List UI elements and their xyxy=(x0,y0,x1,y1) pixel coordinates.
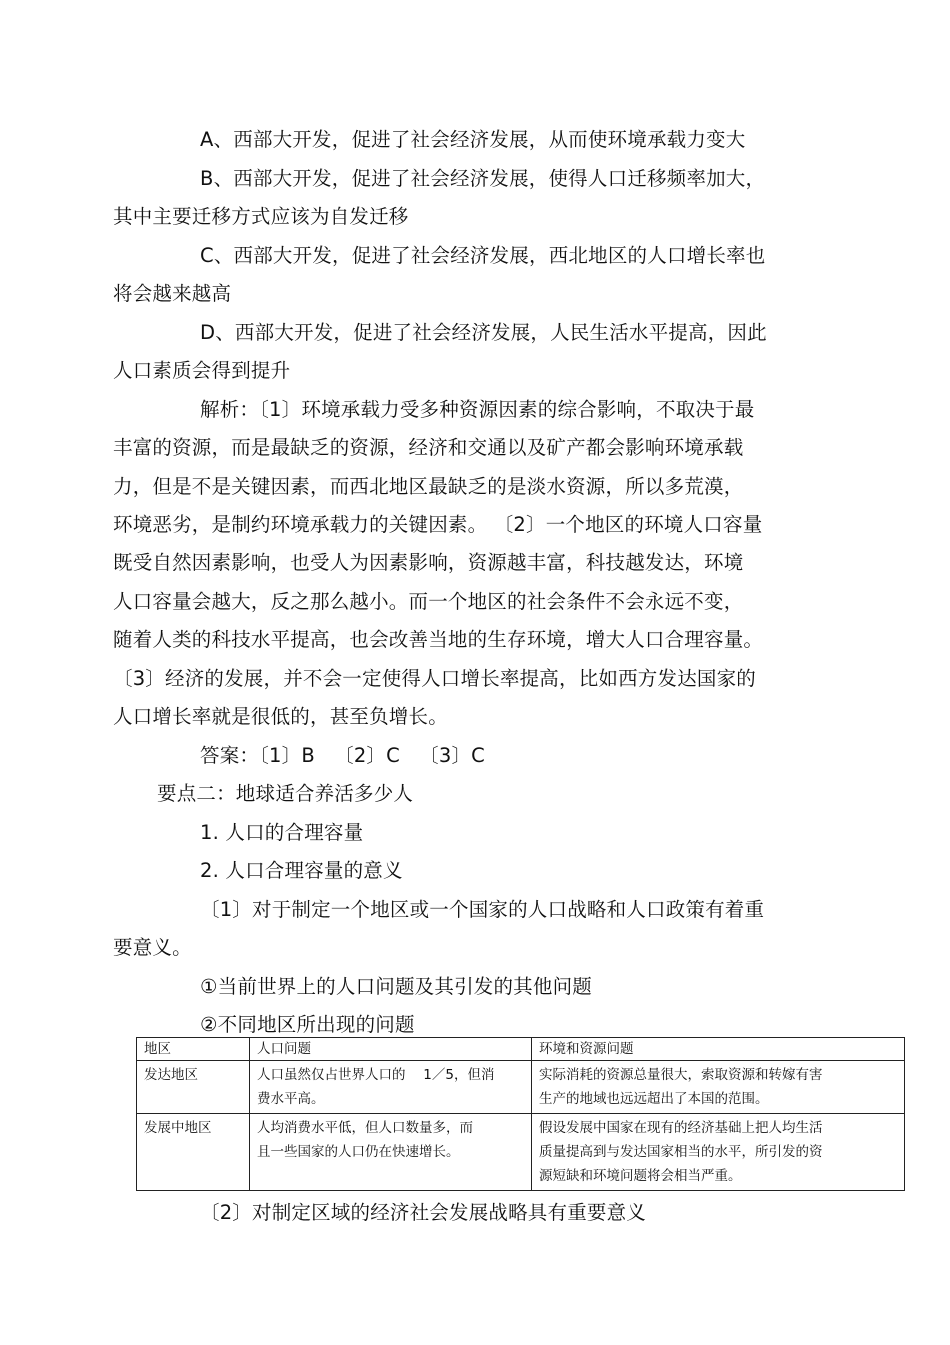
region-cell: 发达地区 xyxy=(137,1061,250,1114)
header-cell-region: 地区 xyxy=(137,1038,250,1061)
paragraph-1-line2: 要意义。 xyxy=(113,936,192,959)
problems-table xyxy=(136,1037,905,1191)
population-cell xyxy=(250,1061,532,1114)
paragraph-1-line1: 〔1〕对于制定一个地区或一个国家的人口战略和人口政策有着重 xyxy=(200,898,765,921)
analysis-line: 随着人类的科技水平提高，也会改善当地的生存环境，增大人口合理容量。 xyxy=(113,628,764,651)
header-cell-environment: 环境和资源问题 xyxy=(532,1038,905,1061)
environment-cell xyxy=(532,1061,905,1114)
environment-cell xyxy=(532,1114,905,1191)
option-d-line2: 人口素质会得到提升 xyxy=(113,359,291,382)
population-cell xyxy=(250,1114,532,1191)
analysis-line: 人口容量会越大，反之那么越小。而一个地区的社会条件不会永远不变， xyxy=(113,590,744,613)
region-cell: 发展中地区 xyxy=(137,1114,250,1191)
cell-line: 源短缺和环境问题将会相当严重。 xyxy=(539,1168,742,1184)
table-row xyxy=(137,1114,905,1191)
table-row xyxy=(137,1061,905,1114)
cell-line: 人均消费水平低，但人口数量多，而 xyxy=(257,1120,473,1136)
header-cell-population: 人口问题 xyxy=(250,1038,532,1061)
cell-line: 费水平高。 xyxy=(257,1091,325,1107)
paragraph-2: 〔2〕对制定区域的经济社会发展战略具有重要意义 xyxy=(200,1201,647,1224)
analysis-line: 力，但是不是关键因素，而西北地区最缺乏的是淡水资源，所以多荒漠， xyxy=(113,475,744,498)
option-c-line1: C、西部大开发，促进了社会经济发展，西北地区的人口增长率也 xyxy=(200,244,766,267)
list-item-2: 2. 人口合理容量的意义 xyxy=(200,859,403,882)
answer-line: 答案：〔1〕B 〔2〕C 〔3〕C xyxy=(200,744,485,767)
cell-line: 假设发展中国家在现有的经济基础上把人均生活 xyxy=(539,1120,823,1136)
option-d-line1: D、西部大开发，促进了社会经济发展，人民生活水平提高，因此 xyxy=(200,321,767,344)
analysis-line: 丰富的资源，而是最缺乏的资源，经济和交通以及矿产都会影响环境承载 xyxy=(113,436,744,459)
circled-item-2: ②不同地区所出现的问题 xyxy=(200,1013,415,1036)
analysis-line: 人口增长率就是很低的，甚至负增长。 xyxy=(113,705,448,728)
option-b-line1: B、西部大开发，促进了社会经济发展，使得人口迁移频率加大， xyxy=(200,167,766,190)
table-header-row xyxy=(137,1038,905,1061)
analysis-line: 环境恶劣，是制约环境承载力的关键因素。 〔2〕一个地区的环境人口容量 xyxy=(113,513,763,536)
option-b-line2: 其中主要迁移方式应该为自发迁移 xyxy=(113,205,409,228)
analysis-line: 解析：〔1〕环境承载力受多种资源因素的综合影响，不取决于最 xyxy=(200,398,755,421)
section-heading: 要点二：地球适合养活多少人 xyxy=(157,782,414,805)
list-item-1: 1. 人口的合理容量 xyxy=(200,821,364,844)
option-c-line2: 将会越来越高 xyxy=(113,282,232,305)
option-a: A、西部大开发，促进了社会经济发展，从而使环境承载力变大 xyxy=(200,128,746,151)
cell-line: 实际消耗的资源总量很大，索取资源和转嫁有害 xyxy=(539,1067,823,1083)
analysis-line: 〔3〕经济的发展，并不会一定使得人口增长率提高，比如西方发达国家的 xyxy=(113,667,757,690)
cell-line: 生产的地域也远远超出了本国的范围。 xyxy=(539,1091,769,1107)
cell-line: 人口虽然仅占世界人口的 1／5，但消 xyxy=(257,1067,495,1083)
cell-line: 质量提高到与发达国家相当的水平，所引发的资 xyxy=(539,1144,823,1160)
circled-item-1: ①当前世界上的人口问题及其引发的其他问题 xyxy=(200,975,592,998)
cell-line: 且一些国家的人口仍在快速增长。 xyxy=(257,1144,460,1160)
analysis-line: 既受自然因素影响，也受人为因素影响，资源越丰富，科技越发达，环境 xyxy=(113,551,744,574)
